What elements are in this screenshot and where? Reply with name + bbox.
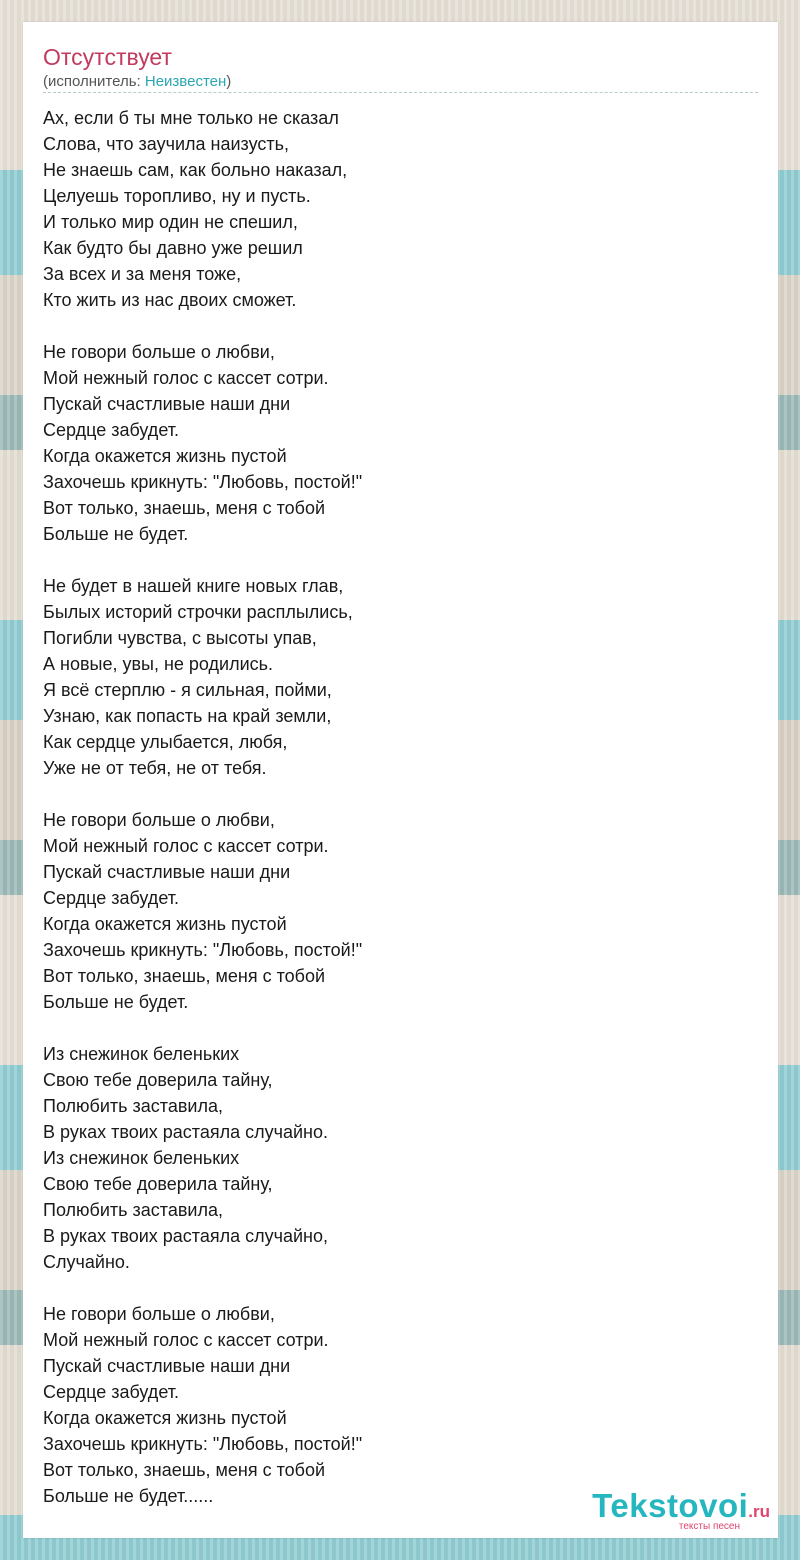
- lyric-line: Пускай счастливые наши дни: [43, 1356, 291, 1376]
- lyric-line: Не будет в нашей книге новых глав,: [43, 576, 344, 596]
- lyric-line: Вот только, знаешь, меня с тобой: [43, 498, 326, 518]
- performer-line: [43, 73, 231, 90]
- lyric-line: Из снежинок беленьких: [43, 1148, 240, 1168]
- lyric-line: Не знаешь сам, как больно наказал,: [43, 160, 348, 180]
- lyric-line: Ах, если б ты мне только не сказал: [43, 108, 339, 128]
- lyric-line: Былых историй строчки расплылись,: [43, 602, 353, 622]
- lyric-line: Я всё стерплю - я сильная, пойми,: [43, 680, 332, 700]
- lyrics-stanza: [43, 105, 743, 313]
- performer-suffix: ): [226, 73, 232, 90]
- lyric-line: А новые, увы, не родились.: [43, 654, 274, 674]
- lyric-line: Не говори больше о любви,: [43, 810, 275, 830]
- lyric-line: Захочешь крикнуть: "Любовь, постой!": [43, 940, 363, 960]
- lyric-line: Не говори больше о любви,: [43, 342, 275, 362]
- lyric-line: Сердце забудет.: [43, 888, 179, 908]
- lyric-line: Кто жить из нас двоих сможет.: [43, 290, 297, 310]
- lyric-line: Вот только, знаешь, меня с тобой: [43, 1460, 326, 1480]
- lyric-line: Вот только, знаешь, меня с тобой: [43, 966, 326, 986]
- lyric-line: Полюбить заставила,: [43, 1096, 223, 1116]
- lyrics-text: [43, 105, 743, 1509]
- lyric-line: В руках твоих растаяла случайно.: [43, 1122, 329, 1142]
- logo-name: Tekstovoi: [592, 1487, 749, 1524]
- lyric-line: Не говори больше о любви,: [43, 1304, 275, 1324]
- lyric-line: В руках твоих растаяла случайно,: [43, 1226, 329, 1246]
- lyrics-stanza: [43, 1301, 743, 1509]
- lyric-line: Как будто бы давно уже решил: [43, 238, 303, 258]
- lyric-line: Пускай счастливые наши дни: [43, 862, 291, 882]
- title-divider: [43, 92, 758, 93]
- lyric-line: Сердце забудет.: [43, 420, 179, 440]
- lyric-line: Захочешь крикнуть: "Любовь, постой!": [43, 472, 363, 492]
- lyric-line: Больше не будет.: [43, 524, 189, 544]
- lyric-line: Захочешь крикнуть: "Любовь, постой!": [43, 1434, 363, 1454]
- lyric-line: Слова, что заучила наизусть,: [43, 134, 290, 154]
- lyric-line: Как сердце улыбается, любя,: [43, 732, 288, 752]
- lyric-line: Целуешь торопливо, ну и пусть.: [43, 186, 311, 206]
- lyric-line: Мой нежный голос с кассет сотри.: [43, 1330, 329, 1350]
- lyric-line: Пускай счастливые наши дни: [43, 394, 291, 414]
- lyrics-stanza: [43, 573, 743, 781]
- lyric-line: Случайно.: [43, 1252, 130, 1272]
- lyric-line: И только мир один не спешил,: [43, 212, 298, 232]
- lyric-line: Когда окажется жизнь пустой: [43, 446, 287, 466]
- lyric-line: Когда окажется жизнь пустой: [43, 1408, 287, 1428]
- lyric-line: Мой нежный голос с кассет сотри.: [43, 836, 329, 856]
- lyric-line: Сердце забудет.: [43, 1382, 179, 1402]
- lyric-line: Больше не будет.: [43, 992, 189, 1012]
- lyric-line: Больше не будет......: [43, 1486, 214, 1506]
- lyric-line: Когда окажется жизнь пустой: [43, 914, 287, 934]
- lyric-line: Полюбить заставила,: [43, 1200, 223, 1220]
- site-logo[interactable]: [592, 1487, 770, 1532]
- lyric-line: Узнаю, как попасть на край земли,: [43, 706, 332, 726]
- lyric-line: Уже не от тебя, не от тебя.: [43, 758, 267, 778]
- lyric-line: За всех и за меня тоже,: [43, 264, 242, 284]
- song-title: Отсутствует: [43, 44, 172, 70]
- performer-prefix: (исполнитель:: [43, 73, 145, 90]
- lyrics-card: [23, 22, 778, 1538]
- lyrics-stanza: [43, 807, 743, 1015]
- logo-tld: .ru: [748, 1502, 770, 1521]
- lyric-line: Свою тебе доверила тайну,: [43, 1070, 273, 1090]
- performer-link[interactable]: Неизвестен: [144, 73, 227, 90]
- lyric-line: Из снежинок беленьких: [43, 1044, 240, 1064]
- lyric-line: Мой нежный голос с кассет сотри.: [43, 368, 329, 388]
- lyrics-stanza: [43, 1041, 743, 1275]
- lyric-line: Погибли чувства, с высоты упав,: [43, 628, 317, 648]
- lyrics-stanza: [43, 339, 743, 547]
- lyric-line: Свою тебе доверила тайну,: [43, 1174, 273, 1194]
- logo-tagline: тексты песен: [678, 1521, 740, 1532]
